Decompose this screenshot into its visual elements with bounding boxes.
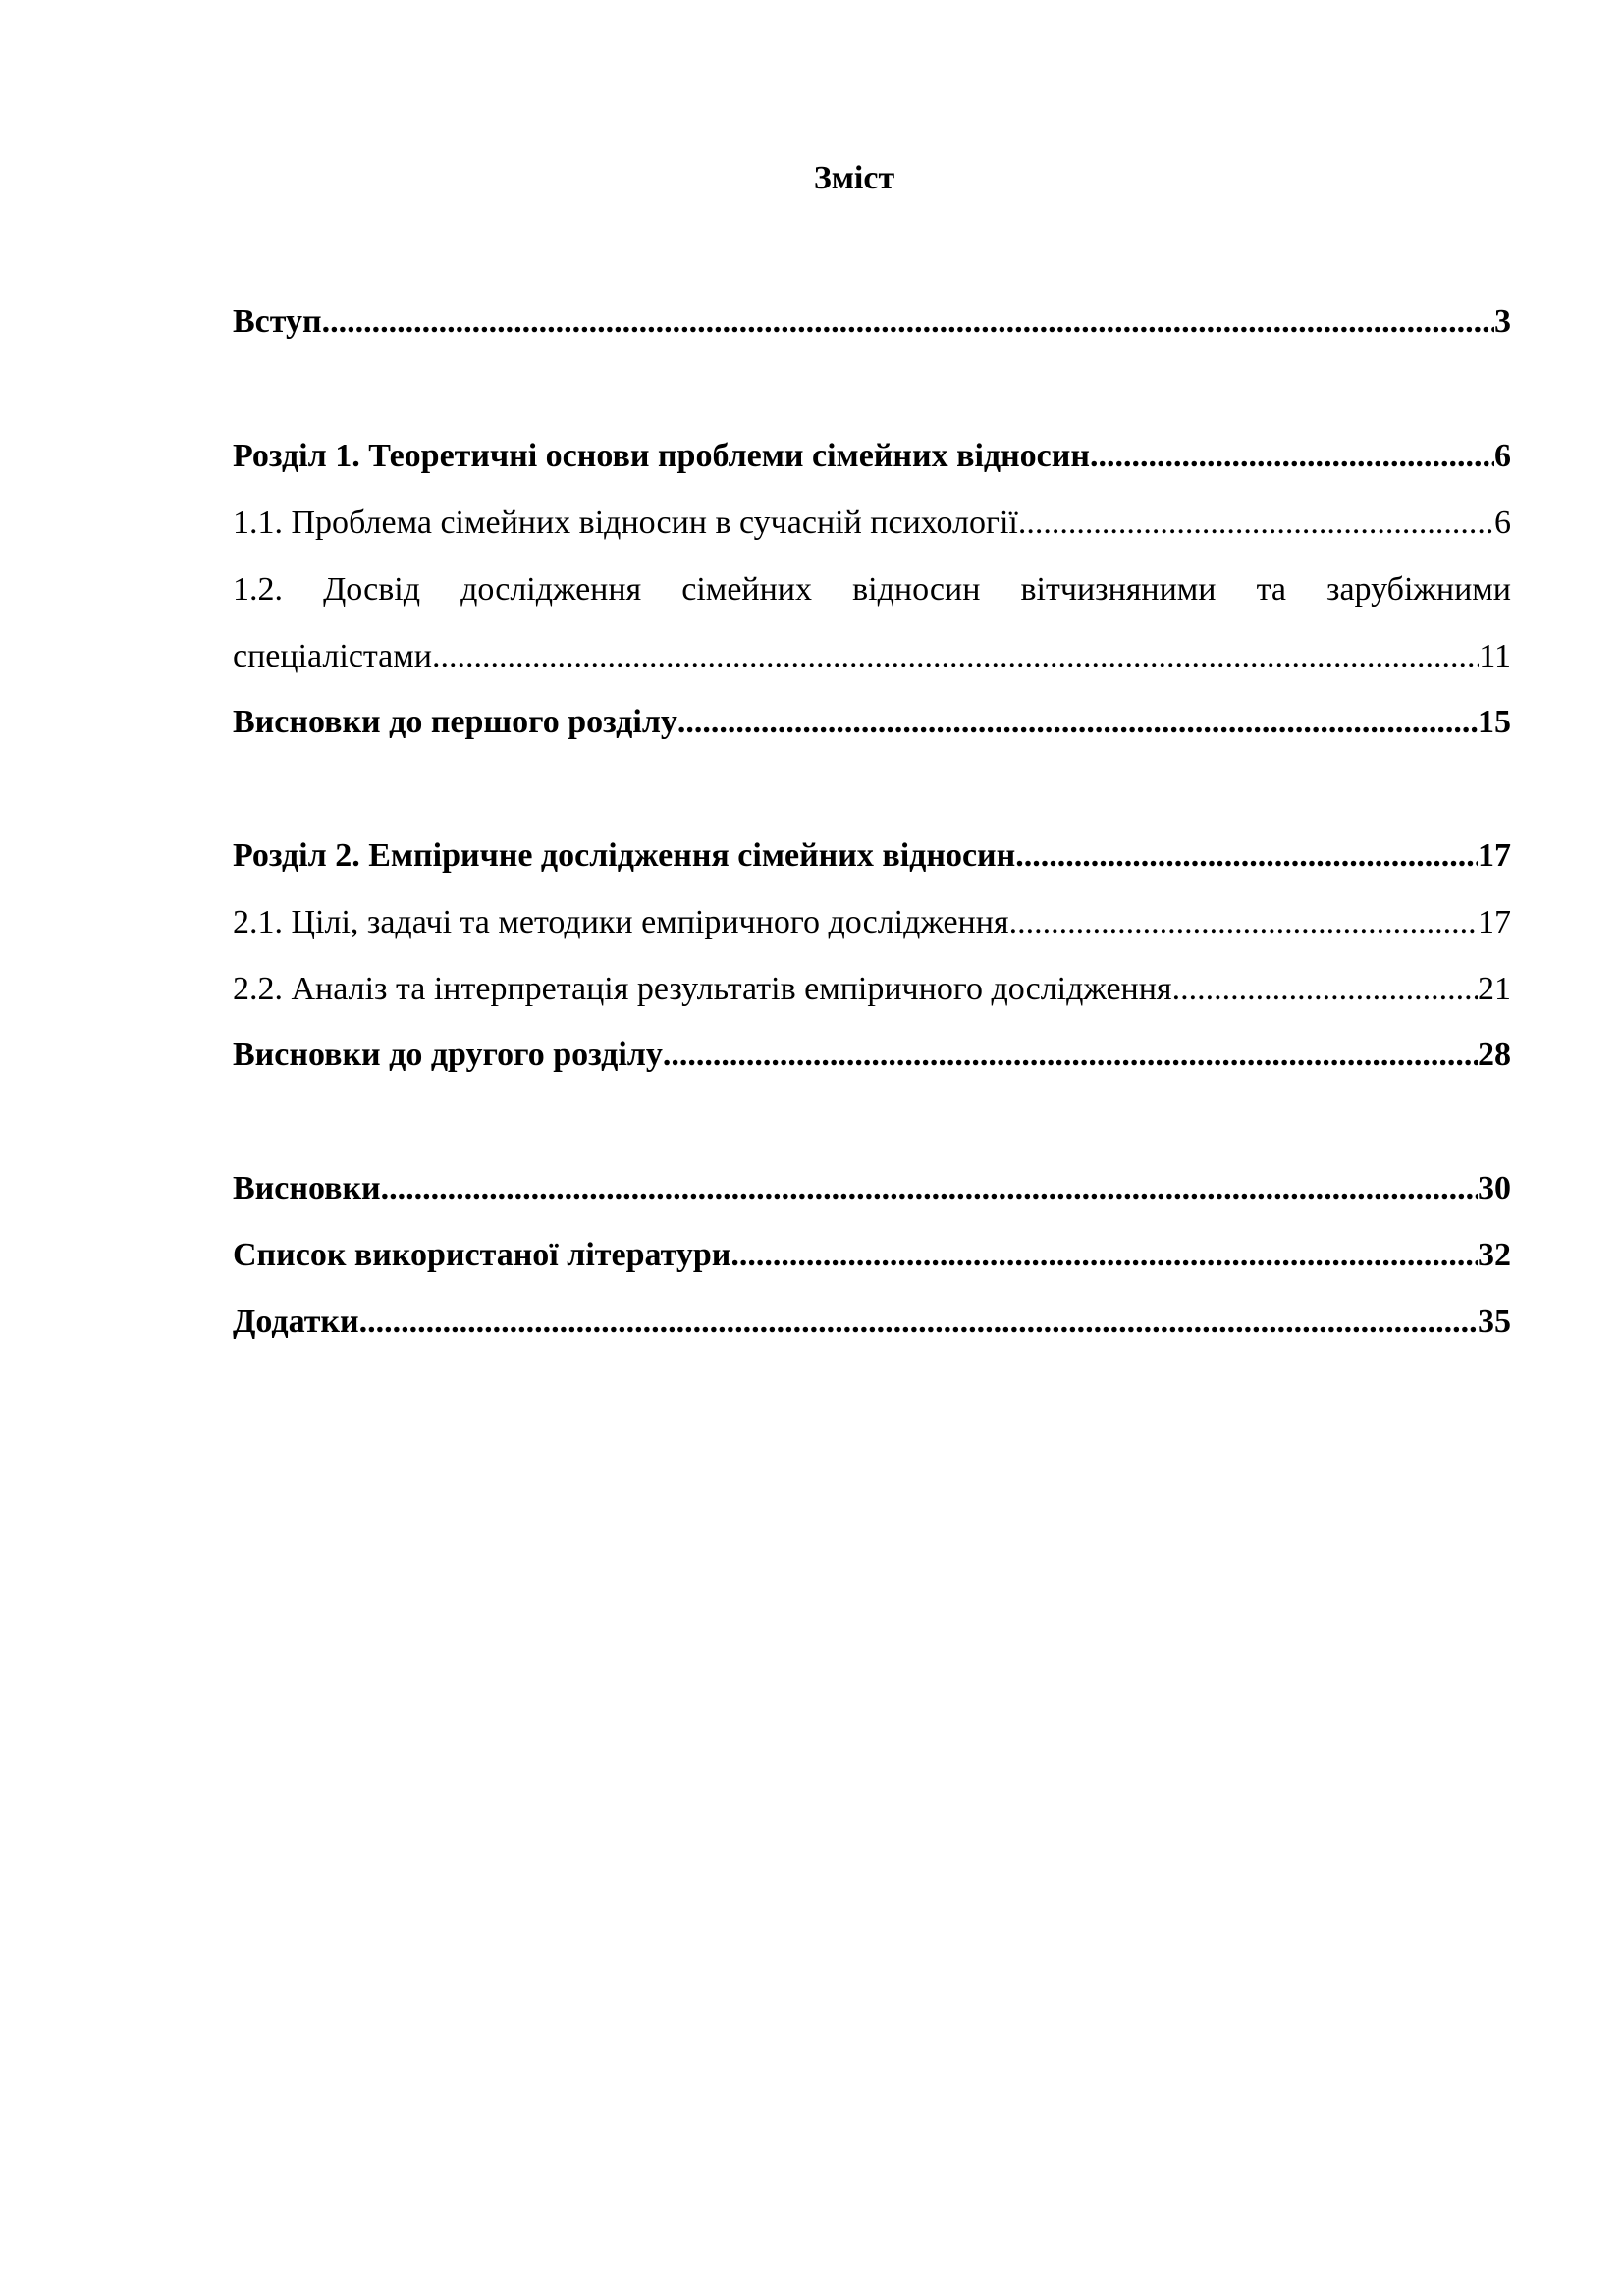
toc-entry-label: 2.1. Цілі, задачі та методики емпіричного дослідження — [233, 904, 1009, 940]
toc-entry-label: Розділ 2. Емпіричне дослідження сімейних відносин — [233, 837, 1016, 874]
toc-page-number: 21 — [1478, 971, 1511, 1007]
toc-entry-label: Розділ 1. Теоретичні основи проблеми сімейних відносин — [233, 438, 1090, 474]
toc-page-number: 6 — [1494, 438, 1511, 474]
toc-entry-section-1-2-line1[interactable] — [233, 561, 1511, 619]
toc-entry-label: 1.2. Досвід дослідження сімейних відносин вітчизняними та зарубіжними — [233, 571, 1511, 608]
toc-page-number: 32 — [1478, 1237, 1511, 1273]
toc-entry-conclusions[interactable] — [233, 1159, 1511, 1218]
toc-leader-dots — [432, 627, 1479, 686]
toc-page-number: 3 — [1494, 303, 1511, 340]
toc-leader-dots — [1090, 427, 1494, 486]
toc-entry-label: Висновки — [233, 1170, 381, 1206]
toc-entry-label: Список використаної літератури — [233, 1237, 731, 1273]
toc-entry-appendices[interactable] — [233, 1293, 1511, 1352]
toc-leader-dots — [677, 693, 1478, 752]
toc-entry-intro[interactable] — [233, 293, 1511, 351]
toc-leader-dots — [381, 1159, 1478, 1218]
toc-leader-dots — [1018, 494, 1494, 553]
toc-entry-label: 1.1. Проблема сімейних відносин в сучасній психології — [233, 505, 1018, 541]
toc-leader-dots — [1015, 827, 1478, 885]
toc-page-number: 17 — [1478, 904, 1511, 940]
toc-leader-dots — [730, 1226, 1478, 1285]
toc-entry-conclusions-chapter-2[interactable] — [233, 1026, 1511, 1085]
toc-leader-dots — [1172, 960, 1478, 1019]
toc-page-number: 35 — [1478, 1304, 1511, 1340]
toc-entry-label: Висновки до другого розділу — [233, 1037, 663, 1073]
toc-entry-label: Висновки до першого розділу — [233, 704, 677, 740]
toc-entry-label: Додатки — [233, 1304, 359, 1340]
toc-leader-dots — [1009, 893, 1478, 952]
toc-entry-section-2-1[interactable] — [233, 893, 1511, 952]
toc-entry-label: 2.2. Аналіз та інтерпретація результатів емпіричного дослідження — [233, 971, 1172, 1007]
toc-entry-label: Вступ — [233, 303, 322, 340]
toc-page-number: 17 — [1478, 837, 1511, 874]
toc-page-number: 6 — [1494, 505, 1511, 541]
toc-entry-section-2-2[interactable] — [233, 960, 1511, 1019]
toc-leader-dots — [359, 1293, 1478, 1352]
toc-page-number: 30 — [1478, 1170, 1511, 1206]
toc-entry-chapter-2[interactable] — [233, 827, 1511, 885]
toc-entry-section-1-2-line2[interactable] — [233, 627, 1511, 686]
page-title: Зміст — [813, 160, 895, 196]
toc-page-number: 15 — [1478, 704, 1511, 740]
toc-page-number: 11 — [1479, 638, 1511, 674]
toc-entry-conclusions-chapter-1[interactable] — [233, 693, 1511, 752]
toc-entry-references[interactable] — [233, 1226, 1511, 1285]
toc-entry-chapter-1[interactable] — [233, 427, 1511, 486]
toc-leader-dots — [322, 293, 1494, 351]
toc-page-number: 28 — [1478, 1037, 1511, 1073]
toc-entry-section-1-1[interactable] — [233, 494, 1511, 553]
toc-leader-dots — [663, 1026, 1478, 1085]
toc-entry-label: спеціалістами — [233, 638, 432, 674]
